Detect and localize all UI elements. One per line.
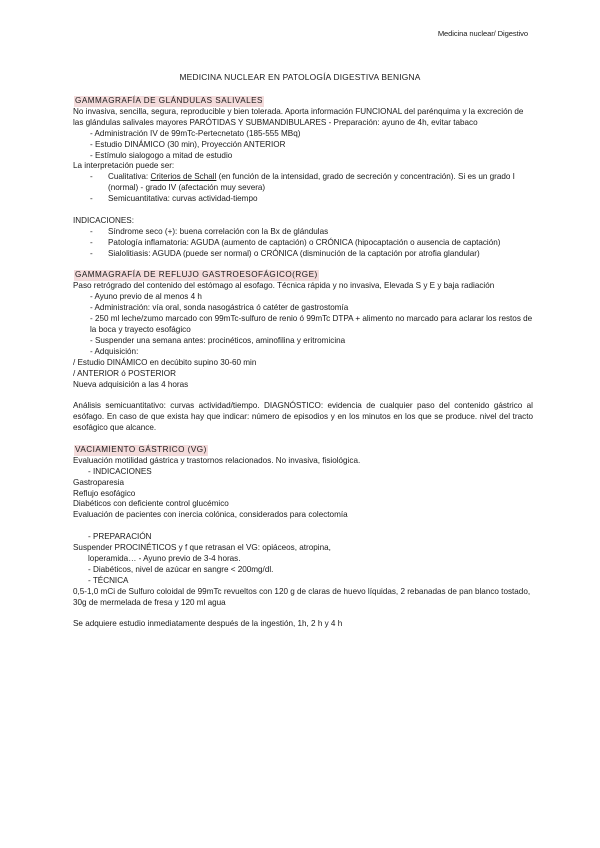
list-item: - Patología inflamatoria: AGUDA (aumento de captación) o CRÓNICA (hipocaptación o ausencia de captación) (73, 238, 533, 249)
text: Patología inflamatoria: AGUDA (aumento de captación) o CRÓNICA (hipocaptación o ausencia de captación) (108, 237, 501, 247)
subheading: INDICACIONES: (73, 215, 134, 225)
paragraph: Paso retrógrado del contenido del estómago al esofago. Técnica rápida y no invasiva, Elevada S y E y baja radiación (73, 281, 495, 291)
section-salivales (73, 96, 533, 260)
list-item: Diabéticos con deficiente control glucémico (73, 499, 229, 509)
document-body (73, 96, 533, 630)
section-heading: GAMMAGRAFÍA DE REFLUJO GASTROESOFÁGICO(RGE) (75, 270, 318, 280)
text: Semicuantitativa: curvas actividad-tiempo (108, 194, 258, 204)
list-item: - Cualitativa: Criterios de Schall (en función de la intensidad, grado de secreción y concentración). Si es un grado I (normal) - grado IV (afectación muy severa) (90, 172, 515, 193)
schall-link[interactable]: Criterios de Schall (150, 172, 217, 182)
subheading: - INDICACIONES (88, 466, 152, 476)
list-item: - Administración: vía oral, sonda nasogástrica ó catéter de gastrostomía (90, 303, 349, 313)
paragraph: Análisis semicuantitativo: curvas actividad/tiempo. DIAGNÓSTICO: evidencia de cualquier paso del contenido gástrico al esófago. En caso de que exista hay que indicar: número de episodios y en los minutos en los que se produce. nivel del tracto esofágico que alcance. (73, 401, 533, 433)
paragraph: No invasiva, sencilla, segura, reproducible y bien tolerada. Aporta información FUNCIONAL del parénquima y la excreción de las glándulas salivales mayores PARÓTIDAS Y SUBMANDIBULARES - Preparación: ayuno de 4h, evitar tabaco (73, 106, 524, 127)
paragraph: La interpretación puede ser: (73, 161, 175, 171)
section-heading: VACIAMIENTO GÁSTRICO (VG) (75, 444, 207, 454)
text: Síndrome seco (+): buena correlación con la Bx de glándulas (108, 226, 329, 236)
subheading: - PREPARACIÓN (88, 532, 152, 542)
list-item: - Síndrome seco (+): buena correlación con la Bx de glándulas (73, 227, 533, 238)
list-item: - Semicuantitativa: curvas actividad-tiempo (73, 194, 533, 205)
subheading: - TÉCNICA (88, 575, 129, 585)
text: Cualitativa: (108, 172, 151, 182)
paragraph: Se adquiere estudio inmediatamente después de la ingestión, 1h, 2 h y 4 h (73, 619, 343, 629)
section-heading: GAMMAGRAFÍA DE GLÁNDULAS SALIVALES (75, 96, 263, 105)
paragraph: Nueva adquisición a las 4 horas (73, 379, 189, 389)
list-item: Evaluación de pacientes con inercia colónica, considerados para colectomía (73, 510, 348, 520)
paragraph: loperamida… - Ayuno previo de 3-4 horas. (88, 553, 241, 563)
paragraph: / Estudio DINÁMICO en decúbito supino 30-60 min (73, 357, 257, 367)
text: Sialolitiasis: AGUDA (puede ser normal) o CRÓNICA (disminución de la captación por atrofia glandular) (108, 248, 480, 258)
list-item: Gastroparesia (73, 477, 125, 487)
paragraph: Evaluación motilidad gástrica y trastornos relacionados. No invasiva, fisiológica. (73, 455, 361, 465)
list-item: - Estudio DINÁMICO (30 min), Proyección ANTERIOR (90, 139, 286, 149)
running-header: Medicina nuclear/ Digestivo (437, 29, 528, 38)
list-item: - Administración IV de 99mTc-Pertecnetato (185-555 MBq) (90, 128, 301, 138)
list-item: - Suspender una semana antes: procinéticos, aminofilina y eritromicina (90, 335, 346, 345)
list-item: - Estímulo sialogogo a mitad de estudio (90, 150, 233, 160)
paragraph: / ANTERIOR ó POSTERIOR (73, 368, 176, 378)
list-item: - Ayuno previo de al menos 4 h (90, 292, 202, 302)
text: - 250 ml leche/zumo marcado con 99mTc-sulfuro de renio ó 99mTc DTPA + alimento no marcado para aclarar los restos de la boca y trayecto esofágico (90, 314, 533, 334)
paragraph: - Diabéticos, nivel de azúcar en sangre < 200mg/dl. (88, 564, 274, 574)
paragraph: Suspender PROCINÉTICOS y f que retrasan el VG: opiáceos, atropina, (73, 543, 331, 553)
document-title: MEDICINA NUCLEAR EN PATOLOGÍA DIGESTIVA BENIGNA (179, 72, 421, 82)
section-rge (73, 270, 533, 434)
paragraph: 0,5-1,0 mCi de Sulfuro coloidal de 99mTc revueltos con 120 g de claras de huevo líquidas, 2 rebanadas de pan blanco tostado, 30g de mermelada de fresa y 120 ml agua (73, 586, 531, 607)
section-vaciamiento (73, 445, 533, 630)
text: (en función de la intensidad, grado de secreción y concentración). Si es un grado I (normal) - grado IV (afectación muy severa) (108, 172, 515, 193)
list-item: Reflujo esofágico (73, 488, 136, 498)
list-item (73, 314, 533, 336)
list-item: - Adquisición: (90, 346, 139, 356)
list-item: - Sialolitiasis: AGUDA (puede ser normal) o CRÓNICA (disminución de la captación por atrofia glandular) (73, 249, 533, 260)
